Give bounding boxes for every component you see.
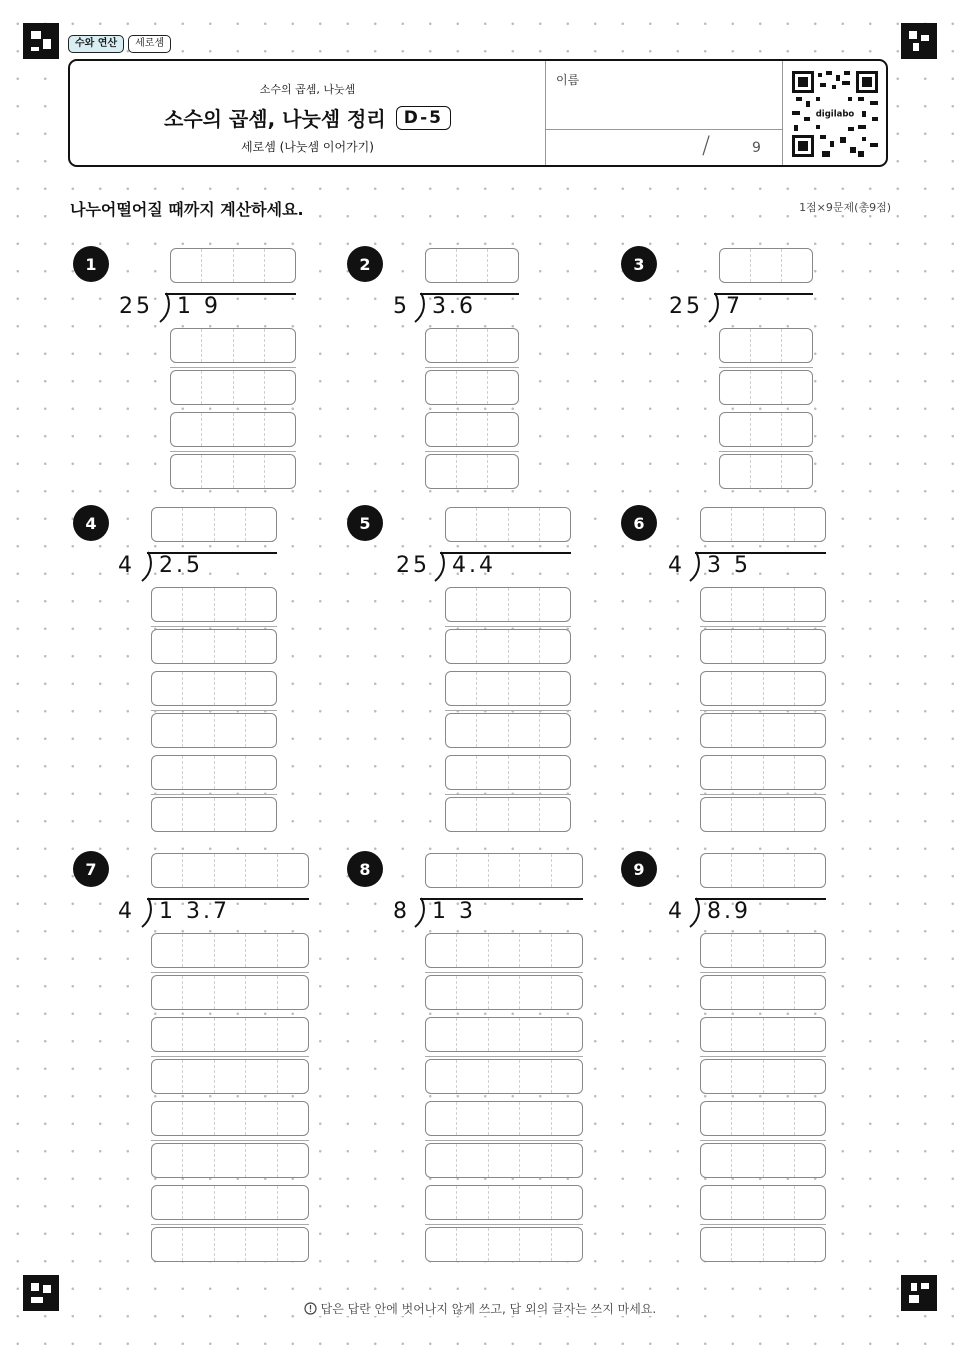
tag-category: 수와 연산 (68, 35, 124, 53)
divisor-value: 4 (668, 553, 685, 578)
subtraction-line (700, 1224, 826, 1225)
divisor-value: 4 (118, 899, 135, 924)
footer-note (0, 1300, 960, 1317)
quotient-answer-box[interactable] (719, 248, 813, 283)
work-answer-box[interactable] (425, 412, 519, 447)
division-bracket-icon (707, 292, 721, 324)
tag-subcategory: 세로셈 (128, 35, 171, 53)
divisor-value: 4 (118, 553, 135, 578)
subtraction-line (170, 367, 296, 368)
dividend-value: 2.5 (159, 553, 203, 578)
quotient-answer-box[interactable] (700, 507, 826, 542)
work-answer-box[interactable] (700, 1185, 826, 1220)
divisor-value: 25 (119, 294, 153, 319)
dividend-value: 8.9 (707, 899, 751, 924)
problem-number-badge: 2 (347, 246, 383, 282)
dividend-value: 1 3.7 (159, 899, 230, 924)
dividend-value: 3 5 (707, 553, 751, 578)
work-answer-box[interactable] (700, 1101, 826, 1136)
work-answer-box[interactable] (151, 975, 309, 1010)
work-answer-box[interactable] (700, 629, 826, 664)
division-bracket-icon (433, 551, 447, 583)
subtraction-line (151, 1140, 309, 1141)
work-answer-box[interactable] (425, 933, 583, 968)
points-info: 1점×9문제(총9점) (799, 201, 891, 214)
subtraction-line (700, 710, 826, 711)
work-answer-box[interactable] (700, 975, 826, 1010)
problem-number-badge: 8 (347, 851, 383, 887)
work-answer-box[interactable] (700, 671, 826, 706)
work-answer-box[interactable] (445, 713, 571, 748)
work-answer-box[interactable] (151, 933, 309, 968)
subtraction-line (700, 1140, 826, 1141)
work-answer-box[interactable] (151, 713, 277, 748)
subtraction-line (425, 451, 519, 452)
division-bracket-icon (688, 897, 702, 929)
subtraction-line (445, 626, 571, 627)
problem-number-badge: 3 (621, 246, 657, 282)
dividend-value: 1 3 (432, 899, 476, 924)
work-answer-box[interactable] (425, 370, 519, 405)
instruction-text: 나누어떨어질 때까지 계산하세요. (68, 196, 306, 221)
work-answer-box[interactable] (719, 454, 813, 489)
work-answer-box[interactable] (719, 412, 813, 447)
work-answer-box[interactable] (151, 1059, 309, 1094)
footer-text: 답은 답란 안에 벗어나지 않게 쓰고, 답 외의 글자는 쓰지 마세요. (320, 1302, 657, 1316)
dividend-value: 4.4 (452, 553, 496, 578)
work-answer-box[interactable] (425, 328, 519, 363)
subtraction-line (425, 367, 519, 368)
work-answer-box[interactable] (445, 671, 571, 706)
work-answer-box[interactable] (151, 1185, 309, 1220)
subtraction-line (719, 367, 813, 368)
subtraction-line (170, 451, 296, 452)
divisor-value: 25 (669, 294, 703, 319)
divisor-value: 8 (393, 899, 410, 924)
work-answer-box[interactable] (151, 671, 277, 706)
name-label: 이름 (556, 73, 580, 87)
work-answer-box[interactable] (700, 713, 826, 748)
subtraction-line (151, 1224, 309, 1225)
worksheet-code-badge: D-5 (396, 106, 451, 130)
work-answer-box[interactable] (151, 755, 277, 790)
work-answer-box[interactable] (151, 629, 277, 664)
work-answer-box[interactable] (445, 755, 571, 790)
subtraction-line (151, 1056, 309, 1057)
work-answer-box[interactable] (170, 370, 296, 405)
problem-number-badge: 1 (73, 246, 109, 282)
work-answer-box[interactable] (700, 933, 826, 968)
subtraction-line (151, 794, 277, 795)
problem-number-badge: 6 (621, 505, 657, 541)
work-answer-box[interactable] (425, 1143, 583, 1178)
quotient-answer-box[interactable] (425, 248, 519, 283)
work-answer-box[interactable] (425, 1101, 583, 1136)
qr-label: digilabo (815, 109, 855, 120)
work-answer-box[interactable] (151, 1101, 309, 1136)
subtraction-line (425, 972, 583, 973)
work-answer-box[interactable] (700, 587, 826, 622)
subtraction-line (700, 626, 826, 627)
quotient-answer-box[interactable] (151, 853, 309, 888)
divisor-value: 5 (393, 294, 410, 319)
subtraction-line (445, 710, 571, 711)
work-answer-box[interactable] (445, 797, 571, 832)
quotient-answer-box[interactable] (700, 853, 826, 888)
division-bracket-icon (413, 292, 427, 324)
worksheet-header (68, 59, 888, 167)
quotient-answer-box[interactable] (445, 507, 571, 542)
work-answer-box[interactable] (151, 1017, 309, 1052)
dividend-value: 7 (726, 294, 743, 319)
division-bracket-icon (413, 897, 427, 929)
subtraction-line (425, 1224, 583, 1225)
divisor-value: 4 (668, 899, 685, 924)
subtraction-line (151, 972, 309, 973)
quotient-answer-box[interactable] (151, 507, 277, 542)
problem-number-badge: 9 (621, 851, 657, 887)
subtraction-line (425, 1056, 583, 1057)
corner-marker-top-left (23, 23, 59, 59)
category-tags (68, 35, 171, 53)
work-answer-box[interactable] (151, 1227, 309, 1262)
work-answer-box[interactable] (700, 1143, 826, 1178)
subtraction-line (425, 1140, 583, 1141)
qr-code-icon (792, 71, 878, 157)
work-answer-box[interactable] (700, 1227, 826, 1262)
subtraction-line (151, 710, 277, 711)
work-answer-box[interactable] (719, 328, 813, 363)
subtraction-line (700, 1056, 826, 1057)
work-answer-box[interactable] (151, 1143, 309, 1178)
subtraction-line (700, 794, 826, 795)
quotient-answer-box[interactable] (170, 248, 296, 283)
problem-number-badge: 5 (347, 505, 383, 541)
work-answer-box[interactable] (170, 412, 296, 447)
division-bracket-icon (688, 551, 702, 583)
dividend-value: 3.6 (432, 294, 476, 319)
subtraction-line (719, 451, 813, 452)
division-bracket-icon (140, 551, 154, 583)
header-title-area (70, 61, 545, 165)
subtraction-line (151, 626, 277, 627)
division-bracket-icon (140, 897, 154, 929)
work-answer-box[interactable] (445, 629, 571, 664)
problem-number-badge: 4 (73, 505, 109, 541)
work-answer-box[interactable] (425, 1227, 583, 1262)
work-answer-box[interactable] (425, 1059, 583, 1094)
work-answer-box[interactable] (445, 587, 571, 622)
header-superscript: 소수의 곱셈, 나눗셈 (259, 83, 356, 96)
problem-number-badge: 7 (73, 851, 109, 887)
work-answer-box[interactable] (425, 975, 583, 1010)
subtraction-line (445, 794, 571, 795)
quotient-answer-box[interactable] (425, 853, 583, 888)
work-answer-box[interactable] (170, 328, 296, 363)
page-title: 소수의 곱셈, 나눗셈 정리 (164, 107, 386, 131)
work-answer-box[interactable] (425, 454, 519, 489)
work-answer-box[interactable] (700, 797, 826, 832)
score-total: 9 (752, 140, 761, 156)
division-bracket-icon (158, 292, 172, 324)
subtraction-line (700, 972, 826, 973)
score-slash: / (702, 131, 711, 159)
work-answer-box[interactable] (700, 1059, 826, 1094)
dividend-value: 1 9 (177, 294, 221, 319)
work-answer-box[interactable] (170, 454, 296, 489)
page-subtitle: 세로셈 (나눗셈 이어가기) (241, 140, 374, 154)
work-answer-box[interactable] (425, 1017, 583, 1052)
work-answer-box[interactable] (151, 797, 277, 832)
work-answer-box[interactable] (700, 1017, 826, 1052)
info-circle-icon (304, 1302, 317, 1315)
corner-marker-top-right (901, 23, 937, 59)
name-score-area (545, 61, 783, 165)
work-answer-box[interactable] (719, 370, 813, 405)
work-answer-box[interactable] (425, 1185, 583, 1220)
divisor-value: 25 (396, 553, 430, 578)
work-answer-box[interactable] (151, 587, 277, 622)
work-answer-box[interactable] (700, 755, 826, 790)
